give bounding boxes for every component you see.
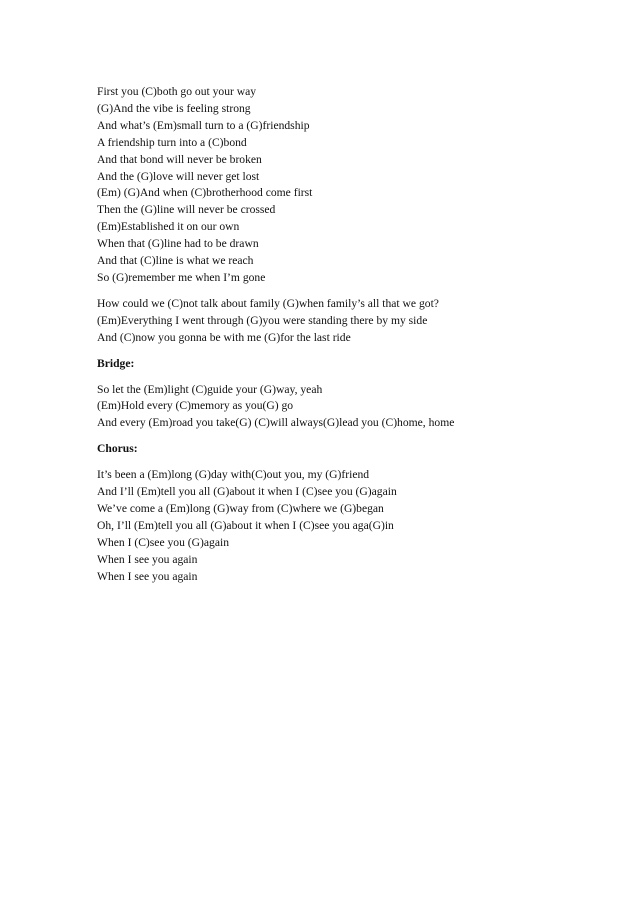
lyrics-content [97,84,597,594]
verse-line: And that (C)line is what we reach [97,254,254,268]
verse-line: A friendship turn into a (C)bond [97,135,247,149]
verse-line: And that bond will never be broken [97,152,262,166]
verse-line: (G)And the vibe is feeling strong [97,101,251,115]
bridge-line: So let the (Em)light (C)guide your (G)way, yeah [97,382,323,396]
chorus-line: We’ve come a (Em)long (G)way from (C)where we (G)began [97,501,384,515]
chorus-line: It’s been a (Em)long (G)day with(C)out you, my (G)friend [97,468,370,482]
pre-chorus-line: (Em)Everything I went through (G)you were standing there by my side [97,313,428,327]
pre-chorus-line: How could we (C)not talk about family (G)when family’s all that we got? [97,296,439,310]
verse-line: And the (G)love will never get lost [97,169,260,183]
chorus-line: And I’ll (Em)tell you all (G)about it when I (C)see you (G)again [97,485,397,499]
chorus-line: When I see you again [97,552,198,566]
chorus-heading: Chorus: [97,442,138,456]
bridge-heading: Bridge: [97,356,135,370]
verse-line: When that (G)line had to be drawn [97,237,259,251]
bridge-block [97,382,597,433]
verse-block [97,84,597,287]
chorus-line: When I (C)see you (G)again [97,535,229,549]
pre-chorus-block [97,296,597,347]
verse-line: (Em)Established it on our own [97,220,240,234]
verse-line: So (G)remember me when I’m gone [97,270,266,284]
verse-line: First you (C)both go out your way [97,85,257,98]
verse-line: (Em) (G)And when (C)brotherhood come first [97,186,313,200]
chorus-line: Oh, I’ll (Em)tell you all (G)about it when I (C)see you aga(G)in [97,518,394,532]
verse-line: Then the (G)line will never be crossed [97,203,276,217]
chorus-block [97,467,597,585]
bridge-line: (Em)Hold every (C)memory as you(G) go [97,399,294,413]
chorus-line: When I see you again [97,569,198,583]
verse-line: And what’s (Em)small turn to a (G)friendship [97,118,310,132]
pre-chorus-line: And (C)now you gonna be with me (G)for the last ride [97,330,351,344]
bridge-line: And every (Em)road you take(G) (C)will always(G)lead you (C)home, home [97,416,455,430]
